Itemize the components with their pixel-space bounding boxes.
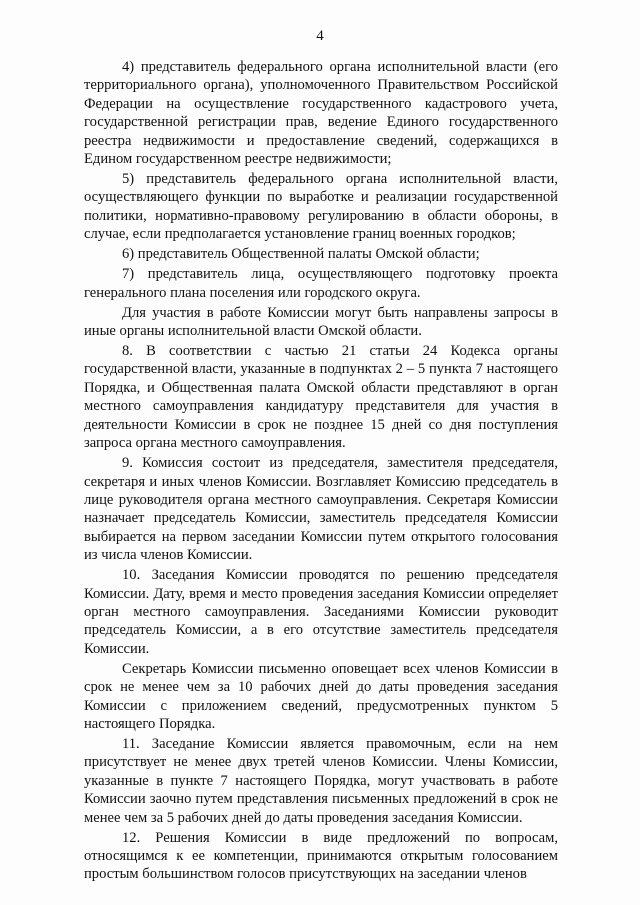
paragraph-item-4: 4) представитель федерального органа исполнительной власти (его территориального органа), уполномоченного Правительством Российской Федерации на осуществление государственного кадастрового учета, государственной регистрации прав, ведение Единого государственного реестра недвижимости и предоставление сведений, содержащихся в Едином государственном реестре недвижимости; bbox=[84, 59, 558, 168]
paragraph-item-5: 5) представитель федерального органа исполнительной власти, осуществляющего функции по выработке и реализации государственной политики, нормативно-правовому регулированию в области обороны, в случае, если предполагается установление границ военных городков; bbox=[84, 171, 558, 243]
paragraph-secretary-notice: Секретарь Комиссии письменно оповещает всех членов Комиссии в срок не менее чем за 10 рабочих дней до даты проведения заседания Комиссии с приложением сведений, предусмотренных пунктом 5 настоящего Порядка. bbox=[84, 660, 558, 732]
paragraph-clause-11: 11. Заседание Комиссии является правомочным, если на нем присутствует не менее двух третей членов Комиссии. Члены Комиссии, указанные в пункте 7 настоящего Порядка, могут участвовать в работе Комиссии заочно путем представления письменных предложений в срок не менее чем за 5 рабочих дней до даты проведения заседания Комиссии. bbox=[84, 735, 558, 826]
document-body bbox=[84, 58, 558, 885]
paragraph-clause-8: 8. В соответствии с частью 21 статьи 24 Кодекса органы государственной власти, указанные в подпунктах 2 – 5 пункта 7 настоящего Порядка, и Общественная палата Омской области представляют в орган местного самоуправления кандидатуру представителя для участия в деятельности Комиссии в срок не позднее 15 дней со дня поступления запроса органа местного самоуправления. bbox=[84, 343, 558, 452]
paragraph-item-7: 7) представитель лица, осуществляющего подготовку проекта генерального плана поселения или городского округа. bbox=[84, 266, 558, 301]
paragraph-clause-9: 9. Комиссия состоит из председателя, заместителя председателя, секретаря и иных членов Комиссии. Возглавляет Комиссию председатель в лице руководителя органа местного самоуправления. Секретаря Комиссии назначает председатель Комиссии, заместитель председателя Комиссии выбирается на первом заседании Комиссии путем открытого голосования из числа членов Комиссии. bbox=[84, 455, 558, 564]
paragraph-clause-12: 12. Решения Комиссии в виде предложений по вопросам, относящимся к ее компетенции, принимаются открытым голосованием простым большинством голосов присутствующих на заседании членов bbox=[84, 829, 558, 883]
page-number: 4 bbox=[316, 28, 324, 44]
paragraph-clause-10: 10. Заседания Комиссии проводятся по решению председателя Комиссии. Дату, время и место проведения заседания Комиссии определяет орган местного самоуправления. Заседаниями Комиссии руководит председатель Комиссии, а в его отсутствие заместитель председателя Комиссии. bbox=[84, 567, 558, 657]
paragraph-requests: Для участия в работе Комиссии могут быть направлены запросы в иные органы исполнительной власти Омской области. bbox=[84, 304, 558, 340]
paragraph-item-6: 6) представитель Общественной палаты Омской области; bbox=[122, 246, 480, 263]
